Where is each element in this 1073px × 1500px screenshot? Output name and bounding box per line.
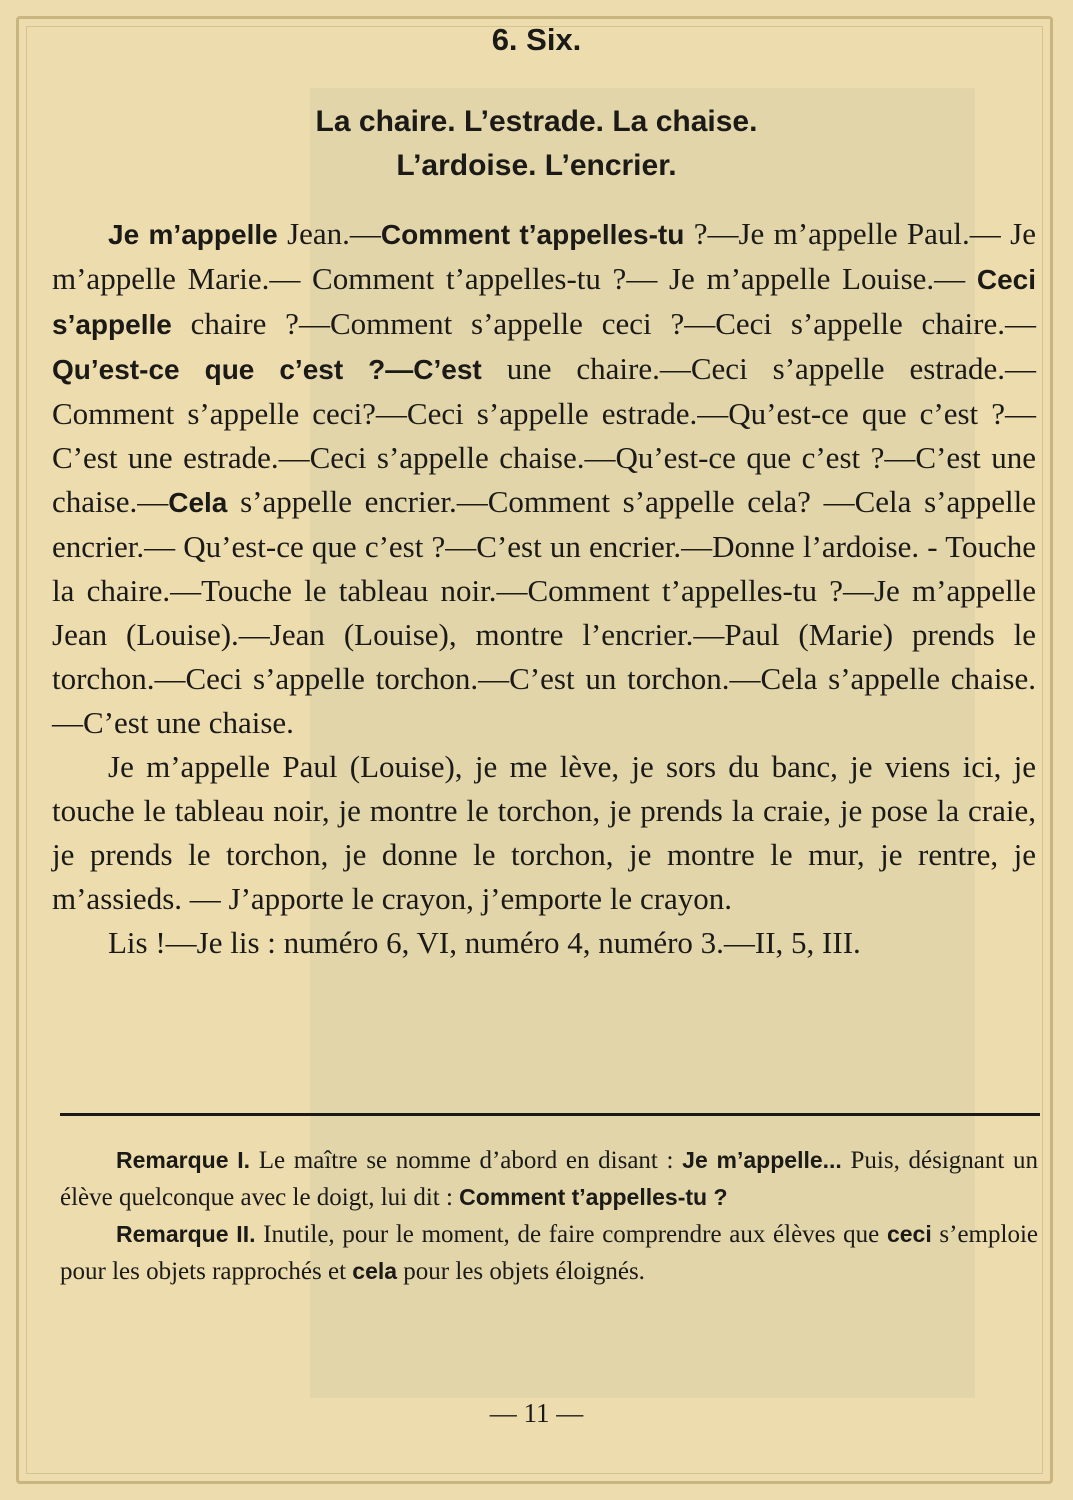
lesson-title [0, 100, 1073, 188]
page-number: — 11 — [489, 1398, 584, 1428]
text-run: une chaire.—Ceci s’appelle estrade.—Comment s’appelle ceci?—Ceci s’appelle estrade.—Qu’est-ce que c’est ?—C’est une estrade.—Ceci s’appelle chaise.—Qu’est-ce que c’est ?—C’est une chaise.— [52, 351, 1037, 519]
remark-1 [60, 1142, 1038, 1216]
bold-phrase: ceci [886, 1221, 932, 1247]
text-run: Inutile, pour le moment, de faire comprendre aux élèves que [255, 1221, 887, 1248]
reading-paragraph: Lis !—Je lis : numéro 6, VI, numéro 4, numéro 3.—II, 5, III. [108, 925, 861, 960]
remark-label: Remarque I. [116, 1147, 251, 1173]
teacher-remarks [60, 1142, 1038, 1290]
bold-phrase: Comment t’appelles-tu ? [459, 1184, 728, 1210]
remark-2 [60, 1216, 1038, 1290]
bold-phrase: Qu’est-ce que c’est ?—C’est [52, 354, 482, 385]
dialogue-paragraph [52, 212, 1036, 745]
actions-paragraph: Je m’appelle Paul (Louise), je me lève, je sors du banc, je viens ici, je touche le tableau noir, je montre le torchon, je prends la craie, je pose la craie, je prends le torchon, je donne le torchon, je montre le mur, je rentre, je m’assieds. — J’apporte le crayon, j’emporte le crayon. [52, 749, 1036, 916]
bold-phrase: cela [352, 1258, 398, 1284]
bold-phrase: Je m’appelle [108, 219, 278, 250]
section-divider [60, 1113, 1040, 1116]
bold-phrase: Cela [168, 487, 228, 518]
bold-phrase: Je m’appelle... [682, 1147, 842, 1173]
text-run: chaire ?—Comment s’appelle ceci ?—Ceci s’appelle chaire.— [171, 306, 1036, 341]
text-run: ?—Je m’appelle Paul.— Je m’appelle Marie.— Comment t’appelles-tu ?— Je m’appelle Louise.— [52, 216, 1036, 296]
bold-phrase: Ceci s’appelle [52, 264, 1036, 340]
bold-phrase: Comment t’appelles-tu [380, 219, 685, 250]
text-run: s’appelle encrier.—Comment s’appelle cela? —Cela s’appelle encrier.— Qu’est-ce que c’est ?—C’est un encrier.—Donne l’ardoise. - Touche la chaire.—Touche le tableau noir.—Comment t’appelles-tu ?—Je m’appelle Jean (Louise).—Jean (Louise), montre l’encrier.—Paul (Marie) prends le torchon.—Ceci s’appelle torchon.—C’est un torchon.—Cela s’appelle chaise.—C’est une chaise. [52, 484, 1036, 740]
lesson-body [52, 212, 1036, 965]
text-run: s’emploie pour les objets rapprochés et [60, 1221, 1038, 1285]
text-run: Puis, désignant un élève quelconque avec le doigt, lui dit : [60, 1147, 1038, 1211]
chapter-heading: 6. Six. [491, 22, 582, 57]
text-run: Le maître se nomme d’abord en disant : [250, 1147, 683, 1174]
lesson-title-line-1: La chaire. L’estrade. La chaise. [315, 105, 758, 138]
text-run: pour les objets éloignés. [397, 1258, 645, 1285]
lesson-title-line-2: L’ardoise. L’encrier. [396, 149, 677, 182]
text-run: Jean.— [277, 216, 381, 251]
remark-label: Remarque II. [116, 1221, 256, 1247]
